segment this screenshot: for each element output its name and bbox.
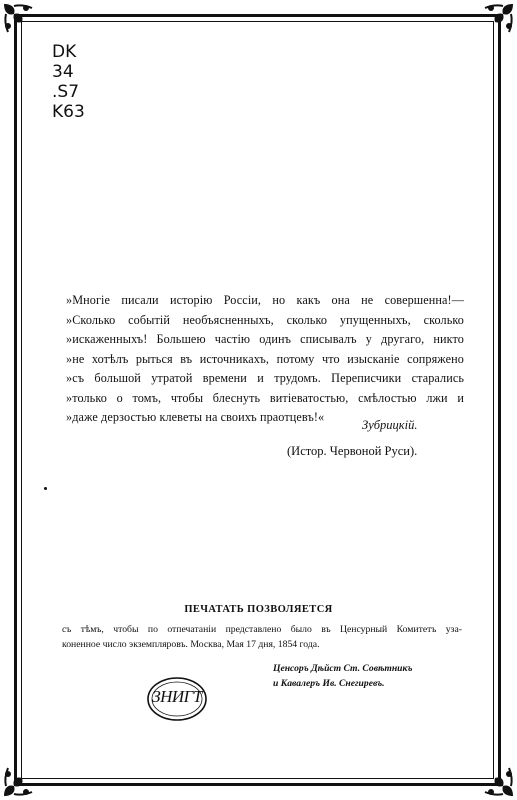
epigraph-line: »Многіе писали исторію Россіи, но какъ она не совершенна!—	[66, 293, 464, 307]
epigraph-author: Зубрицкій.	[362, 418, 418, 432]
imprimatur-line: съ тѣмъ, чтобы по отпечатаніи представлено было въ Ценсурный Комитетъ узa-	[62, 624, 462, 635]
epigraph-line: »даже дерзостью клеветы на своихъ праотцевъ!«	[66, 410, 325, 424]
censor-signature	[273, 661, 412, 691]
epigraph-line: »искаженныхъ! Большею частію одинъ списывалъ у другаго, никто	[66, 332, 464, 346]
corner-ornament-icon	[479, 2, 515, 38]
imprimatur-text	[62, 622, 462, 652]
epigraph-line: »съ большой утратой времени и трудомъ. Переписчики старались	[66, 371, 464, 385]
call-number-line: DK	[52, 42, 77, 62]
stamp-text: ЗНИГТ	[152, 687, 202, 706]
library-stamp	[146, 676, 208, 722]
call-number-line: 34	[52, 62, 74, 82]
epigraph-line: »Сколько событій необъясненныхъ, сколько упущенныхъ, сколько	[66, 312, 464, 327]
imprimatur-title: ПЕЧАТАТЬ ПОЗВОЛЯЕТСЯ	[184, 604, 333, 615]
censor-line: Ценсоръ Дѣйст Ст. Совѣтникъ	[273, 663, 413, 674]
epigraph-line: »только о томъ, чтобы блеснуть витіеватостью, смѣлостью лжи и	[66, 390, 464, 405]
imprimatur-line: коненное число экземпляровъ. Москва, Мая 17 дня, 1854 года.	[62, 639, 320, 650]
corner-ornament-icon	[2, 762, 38, 798]
call-number-line: K63	[52, 102, 85, 122]
library-call-number	[52, 42, 85, 122]
epigraph-source: (Истор. Червоной Руси).	[287, 444, 418, 458]
epigraph-line: »не хотѣлъ рыться въ источникахъ, потому что изысканіе сопряжено	[66, 351, 464, 366]
call-number-line: .S7	[52, 82, 80, 102]
corner-ornament-icon	[2, 2, 38, 38]
epigraph-quote	[66, 291, 464, 428]
stray-mark	[44, 487, 47, 490]
censor-line: и Кавалеръ Ив. Снегиревъ.	[273, 678, 385, 689]
corner-ornament-icon	[479, 762, 515, 798]
